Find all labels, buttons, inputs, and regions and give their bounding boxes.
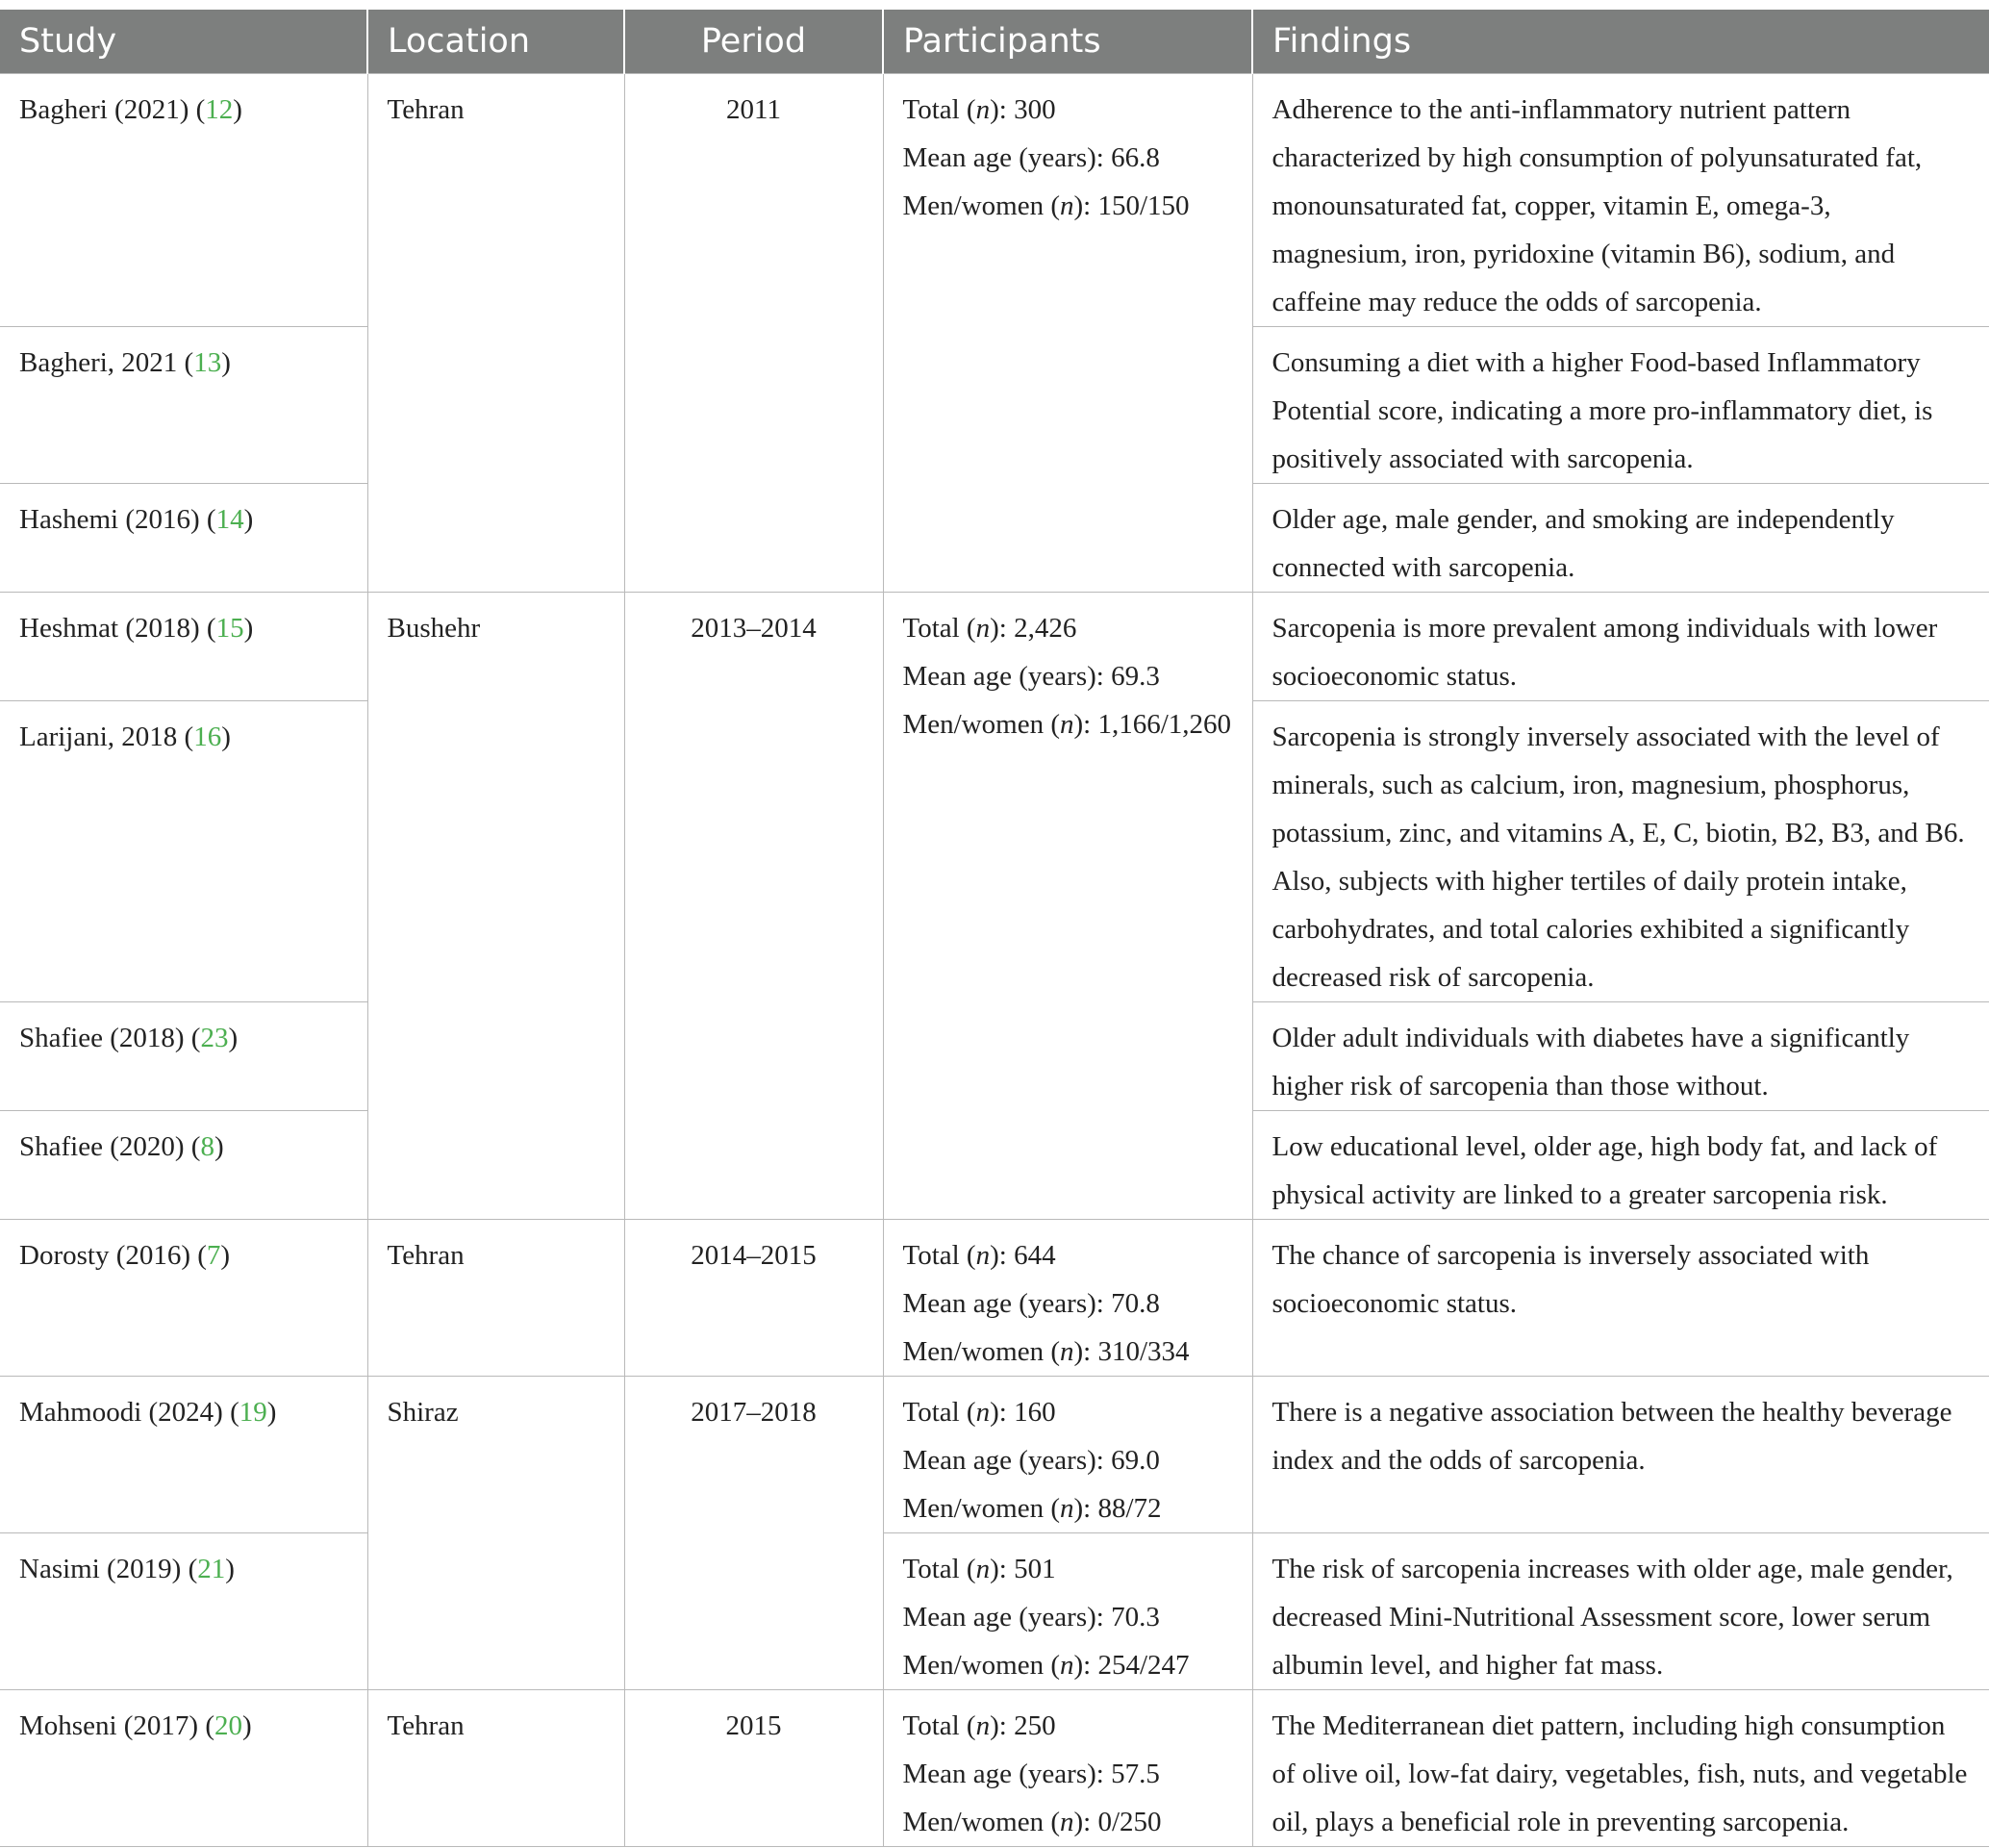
reference-link[interactable]: 15 bbox=[215, 612, 244, 644]
table-row bbox=[0, 1689, 1989, 1846]
findings-cell: Older adult individuals with diabetes have a significantly higher risk of sarcopenia than those without. bbox=[1252, 1001, 1989, 1110]
findings-cell: There is a negative association between the healthy beverage index and the odds of sarcopenia. bbox=[1252, 1376, 1989, 1532]
findings-cell: The chance of sarcopenia is inversely associated with socioeconomic status. bbox=[1252, 1219, 1989, 1376]
reference-link[interactable]: 8 bbox=[200, 1130, 214, 1162]
location-cell: Shiraz bbox=[367, 1376, 624, 1689]
findings-cell: The Mediterranean diet pattern, including high consumption of olive oil, low-fat dairy, vegetables, fish, nuts, and vegetable oil, plays a beneficial role in preventing sarcopenia. bbox=[1252, 1689, 1989, 1846]
participants-men-women: Men/women (n): 310/334 bbox=[902, 1335, 1190, 1367]
reference-link[interactable]: 21 bbox=[197, 1553, 226, 1584]
findings-cell: The risk of sarcopenia increases with older age, male gender, decreased Mini-Nutritional Assessment score, lower serum albumin level, and higher fat mass. bbox=[1252, 1532, 1989, 1689]
participants-mean-age: Mean age (years): 70.8 bbox=[902, 1287, 1160, 1319]
period-cell: 2013–2014 bbox=[624, 592, 883, 1219]
location-cell: Tehran bbox=[367, 1689, 624, 1846]
findings-cell: Consuming a diet with a higher Food-based Inflammatory Potential score, indicating a more pro-inflammatory diet, is positively associated with sarcopenia. bbox=[1252, 326, 1989, 483]
studies-table bbox=[0, 10, 1989, 1847]
participants-cell bbox=[883, 1376, 1252, 1532]
findings-cell: Sarcopenia is more prevalent among individuals with lower socioeconomic status. bbox=[1252, 592, 1989, 700]
reference-link[interactable]: 20 bbox=[214, 1709, 242, 1741]
participants-total: Total (n): 300 bbox=[902, 93, 1056, 125]
participants-mean-age: Mean age (years): 66.8 bbox=[902, 141, 1160, 173]
participants-total: Total (n): 160 bbox=[902, 1396, 1056, 1428]
location-cell: Bushehr bbox=[367, 592, 624, 1219]
participants-total: Total (n): 501 bbox=[902, 1553, 1056, 1584]
study-cell: Nasimi (2019) (21) bbox=[0, 1532, 367, 1689]
participants-total: Total (n): 250 bbox=[902, 1709, 1056, 1741]
study-cell: Mohseni (2017) (20) bbox=[0, 1689, 367, 1846]
reference-link[interactable]: 23 bbox=[200, 1022, 229, 1053]
study-cell: Larijani, 2018 (16) bbox=[0, 700, 367, 1001]
period-cell: 2011 bbox=[624, 73, 883, 592]
participants-cell bbox=[883, 592, 1252, 1219]
participants-mean-age: Mean age (years): 70.3 bbox=[902, 1601, 1160, 1633]
findings-cell: Low educational level, older age, high body fat, and lack of physical activity are linked to a greater sarcopenia risk. bbox=[1252, 1110, 1989, 1219]
header-location: Location bbox=[367, 10, 624, 73]
reference-link[interactable]: 19 bbox=[239, 1396, 267, 1428]
study-cell: Dorosty (2016) (7) bbox=[0, 1219, 367, 1376]
participants-cell bbox=[883, 1219, 1252, 1376]
study-cell: Heshmat (2018) (15) bbox=[0, 592, 367, 700]
findings-cell: Adherence to the anti-inflammatory nutrient pattern characterized by high consumption of polyunsaturated fat, monounsaturated fat, copper, vitamin E, omega-3, magnesium, iron, pyridoxine (vitamin B6), sodium, and caffeine may reduce the odds of sarcopenia. bbox=[1252, 73, 1989, 326]
table-row bbox=[0, 592, 1989, 700]
participants-men-women: Men/women (n): 254/247 bbox=[902, 1649, 1190, 1681]
participants-cell bbox=[883, 1689, 1252, 1846]
participants-mean-age: Mean age (years): 69.0 bbox=[902, 1444, 1160, 1476]
participants-mean-age: Mean age (years): 69.3 bbox=[902, 660, 1160, 692]
participants-men-women: Men/women (n): 150/150 bbox=[902, 190, 1190, 221]
participants-total: Total (n): 2,426 bbox=[902, 612, 1077, 644]
participants-cell bbox=[883, 1532, 1252, 1689]
study-cell: Mahmoodi (2024) (19) bbox=[0, 1376, 367, 1532]
reference-link[interactable]: 7 bbox=[206, 1239, 221, 1271]
table-row bbox=[0, 73, 1989, 326]
findings-cell: Sarcopenia is strongly inversely associated with the level of minerals, such as calcium, iron, magnesium, phosphorus, potassium, zinc, and vitamins A, E, C, biotin, B2, B3, and B6. Also, subjects with higher tertiles of daily protein intake, carbohydrates, and total calories exhibited a significantly decreased risk of sarcopenia. bbox=[1252, 700, 1989, 1001]
table-row bbox=[0, 1532, 1989, 1689]
participants-cell bbox=[883, 73, 1252, 592]
period-cell: 2017–2018 bbox=[624, 1376, 883, 1689]
reference-link[interactable]: 13 bbox=[193, 346, 222, 378]
reference-link[interactable]: 16 bbox=[193, 721, 222, 752]
period-cell: 2015 bbox=[624, 1689, 883, 1846]
location-cell: Tehran bbox=[367, 73, 624, 592]
participants-total: Total (n): 644 bbox=[902, 1239, 1056, 1271]
study-cell: Bagheri (2021) (12) bbox=[0, 73, 367, 326]
participants-mean-age: Mean age (years): 57.5 bbox=[902, 1758, 1160, 1789]
header-period: Period bbox=[624, 10, 883, 73]
participants-men-women: Men/women (n): 88/72 bbox=[902, 1492, 1162, 1524]
header-study: Study bbox=[0, 10, 367, 73]
study-cell: Bagheri, 2021 (13) bbox=[0, 326, 367, 483]
study-cell: Hashemi (2016) (14) bbox=[0, 483, 367, 592]
study-cell: Shafiee (2020) (8) bbox=[0, 1110, 367, 1219]
study-cell: Shafiee (2018) (23) bbox=[0, 1001, 367, 1110]
period-cell: 2014–2015 bbox=[624, 1219, 883, 1376]
header-participants: Participants bbox=[883, 10, 1252, 73]
header-findings: Findings bbox=[1252, 10, 1989, 73]
header-row bbox=[0, 10, 1989, 73]
table-row bbox=[0, 1376, 1989, 1532]
participants-men-women: Men/women (n): 1,166/1,260 bbox=[902, 708, 1232, 740]
reference-link[interactable]: 14 bbox=[215, 503, 244, 535]
location-cell: Tehran bbox=[367, 1219, 624, 1376]
findings-cell: Older age, male gender, and smoking are independently connected with sarcopenia. bbox=[1252, 483, 1989, 592]
table-row bbox=[0, 1219, 1989, 1376]
participants-men-women: Men/women (n): 0/250 bbox=[902, 1806, 1162, 1837]
reference-link[interactable]: 12 bbox=[205, 93, 234, 125]
